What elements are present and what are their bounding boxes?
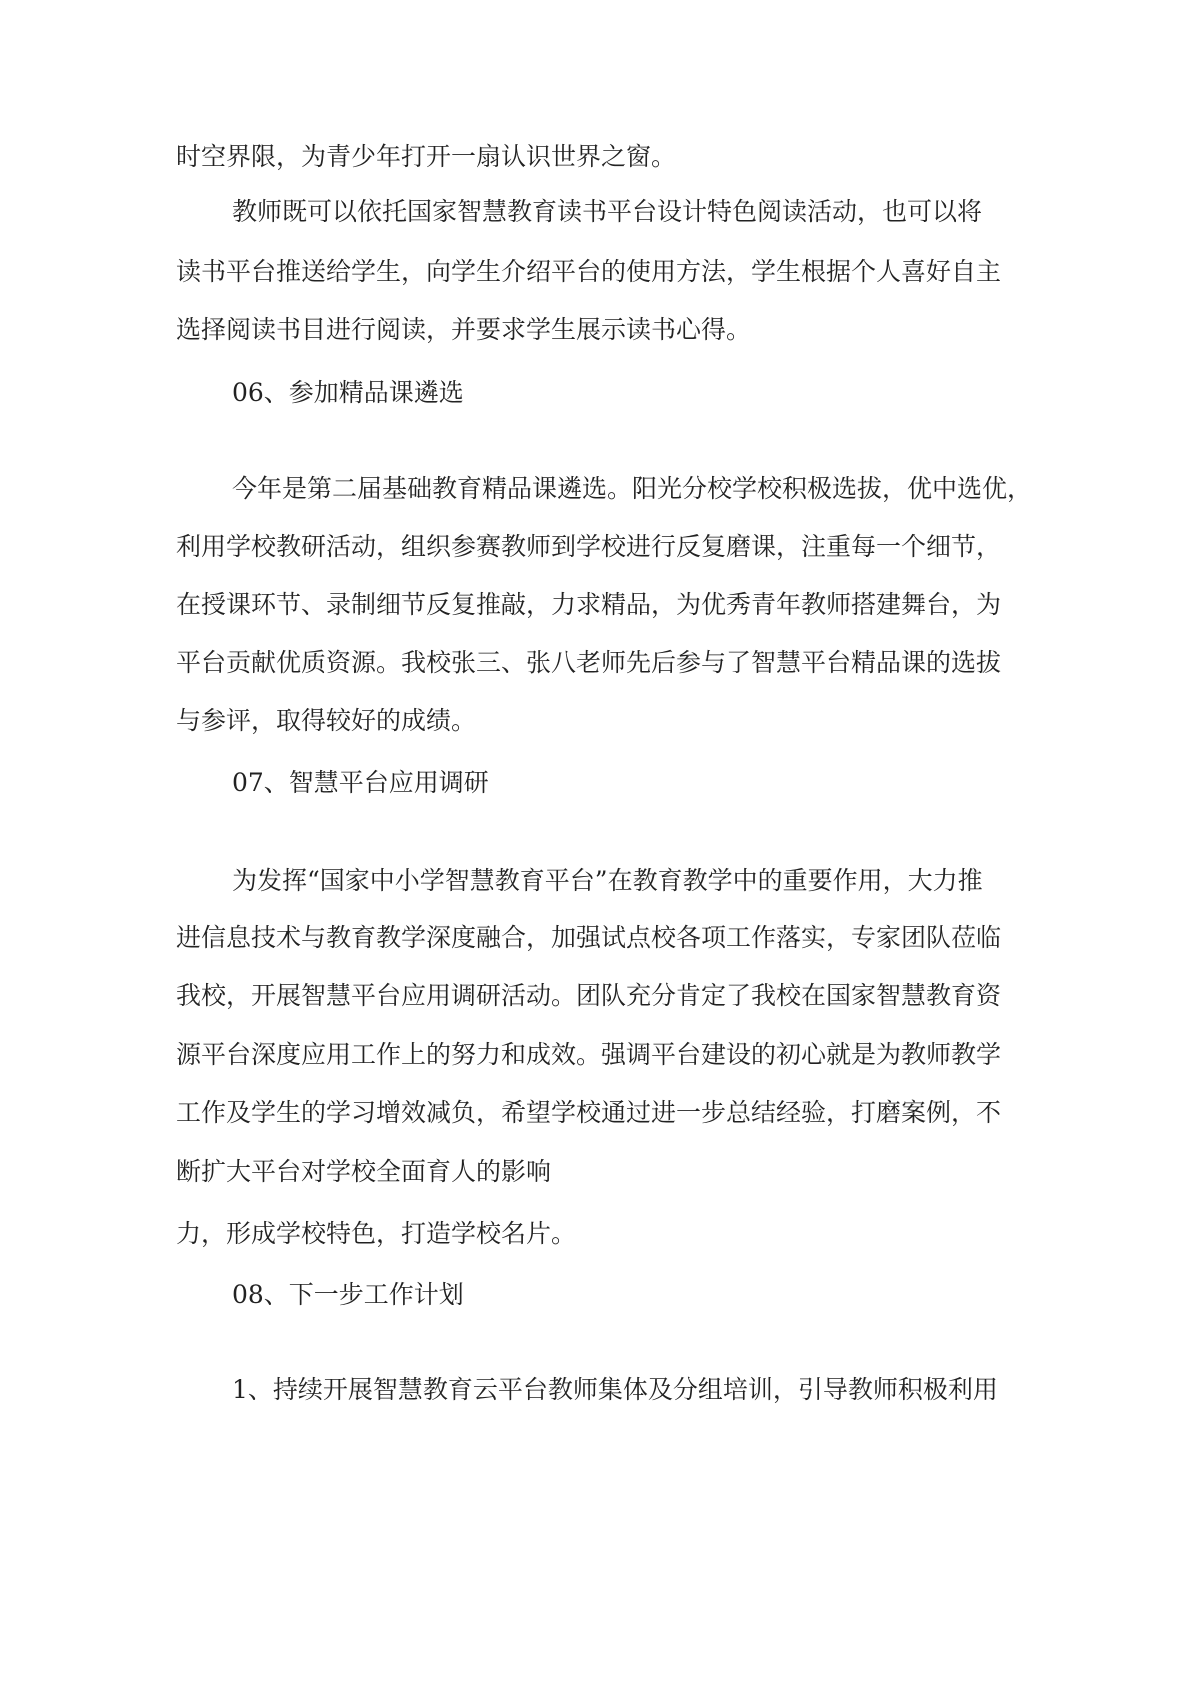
section-heading-06: 06、参加精品课遴选 — [232, 378, 464, 407]
section-heading-07: 07、智慧平台应用调研 — [232, 768, 489, 797]
paragraph-line: 在授课环节、录制细节反复推敲，力求精品，为优秀青年教师搭建舞台，为 — [176, 590, 1002, 619]
paragraph-line: 断扩大平台对学校全面育人的影响 — [176, 1157, 552, 1186]
paragraph-line: 进信息技术与教育教学深度融合，加强试点校各项工作落实，专家团队莅临 — [176, 923, 1002, 952]
paragraph-line: 今年是第二届基础教育精品课遴选。阳光分校学校积极选拔，优中选优， — [232, 474, 1033, 503]
paragraph-line: 时空界限，为青少年打开一扇认识世界之窗。 — [176, 142, 677, 171]
paragraph-line: 利用学校教研活动，组织参赛教师到学校进行反复磨课，注重每一个细节， — [176, 532, 1002, 561]
paragraph-line: 教师既可以依托国家智慧教育读书平台设计特色阅读活动，也可以将 — [232, 197, 983, 226]
paragraph-line: 我校，开展智慧平台应用调研活动。团队充分肯定了我校在国家智慧教育资 — [176, 981, 1002, 1010]
paragraph-line: 力，形成学校特色，打造学校名片。 — [176, 1219, 577, 1248]
paragraph-line: 选择阅读书目进行阅读，并要求学生展示读书心得。 — [176, 315, 752, 344]
paragraph-line: 1、持续开展智慧教育云平台教师集体及分组培训，引导教师积极利用 — [232, 1375, 998, 1404]
paragraph-line: 工作及学生的学习增效减负，希望学校通过进一步总结经验，打磨案例，不 — [176, 1098, 1002, 1127]
paragraph-line: 为发挥“国家中小学智慧教育平台”在教育教学中的重要作用，大力推 — [232, 866, 983, 895]
paragraph-line: 源平台深度应用工作上的努力和成效。强调平台建设的初心就是为教师教学 — [176, 1040, 1002, 1069]
paragraph-line: 与参评，取得较好的成绩。 — [176, 706, 477, 735]
paragraph-line: 读书平台推送给学生，向学生介绍平台的使用方法，学生根据个人喜好自主 — [176, 257, 1002, 286]
section-heading-08: 08、下一步工作计划 — [232, 1280, 464, 1309]
paragraph-line: 平台贡献优质资源。我校张三、张八老师先后参与了智慧平台精品课的选拔 — [176, 648, 1002, 677]
